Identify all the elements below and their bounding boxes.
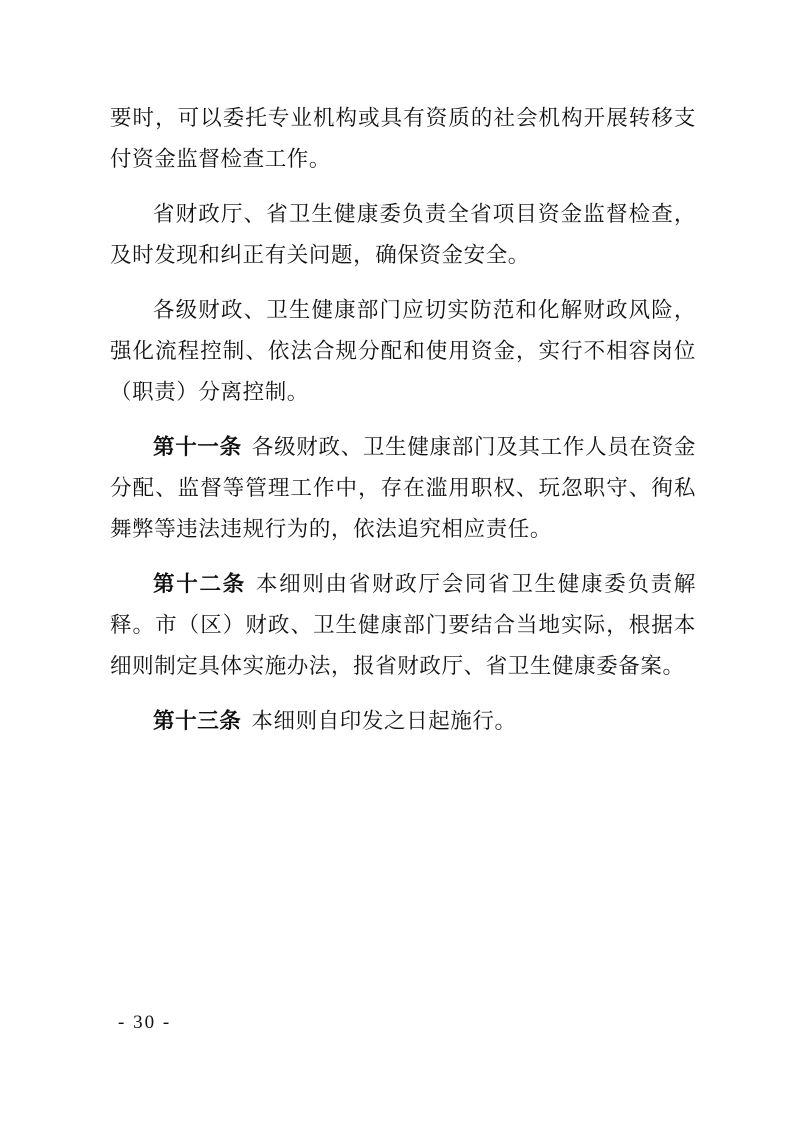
paragraph-supervision bbox=[110, 194, 696, 276]
article-13 bbox=[110, 701, 696, 742]
paragraph-risk-control bbox=[110, 290, 696, 413]
article-11 bbox=[110, 427, 696, 550]
paragraph-text: 各级财政、卫生健康部门应切实防范和化解财政风险，强化流程控制、依法合规分配和使用资金，实行不相容岗位（职责）分离控制。 bbox=[110, 298, 696, 405]
article-text: 本细则由省财政厅会同省卫生健康委负责解释。市（区）财政、卫生健康部门要结合当地实际，根据本细则制定具体实施办法，报省财政厅、省卫生健康委备案。 bbox=[110, 572, 696, 679]
paragraph-continuation bbox=[110, 98, 696, 180]
article-text: 各级财政、卫生健康部门及其工作人员在资金分配、监督等管理工作中，存在滥用职权、玩忽职守、徇私舞弊等违法违规行为的，依法追究相应责任。 bbox=[110, 435, 696, 542]
article-text: 本细则自印发之日起施行。 bbox=[251, 709, 517, 734]
paragraph-text: 要时，可以委托专业机构或具有资质的社会机构开展转移支付资金监督检查工作。 bbox=[110, 106, 696, 172]
page-number: - 30 - bbox=[118, 1012, 172, 1033]
article-label: 第十三条 bbox=[153, 709, 242, 734]
article-label: 第十一条 bbox=[153, 435, 242, 460]
paragraph-text: 省财政厅、省卫生健康委负责全省项目资金监督检查，及时发现和纠正有关问题，确保资金安全。 bbox=[110, 202, 696, 268]
document-body bbox=[110, 98, 696, 756]
article-12 bbox=[110, 564, 696, 687]
article-label: 第十二条 bbox=[153, 572, 246, 597]
